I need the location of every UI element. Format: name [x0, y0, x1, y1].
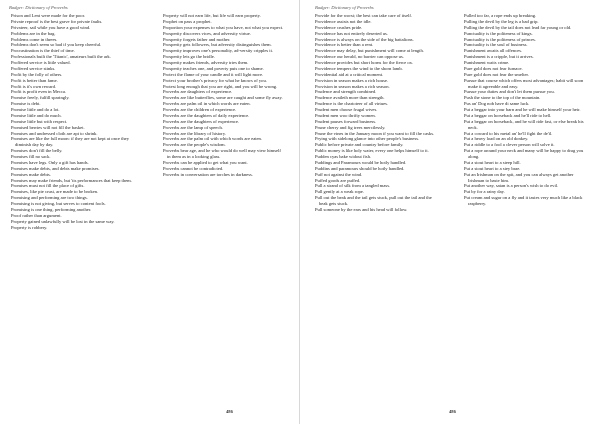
proverb-entry: Proverbs are the daughters of daily experience. [163, 112, 250, 118]
proverb-entry: Put another way, satan is a person's wish to do evil. [464, 183, 559, 189]
running-header-right: Badger: Dictionary of Proverbs [315, 5, 374, 10]
proverb-entry: Prune the vines in the January moon if you want to fill the casks. [315, 130, 435, 136]
proverb-entry: Promises, like pie crust, are made to be broken. [11, 189, 99, 195]
proverb-entry: Prudence and strength combined. [315, 89, 377, 95]
proverb-entry: Put a riddle to a fool a clever person will solve it. [464, 142, 555, 148]
proverb-entry: Promising is not giving, but serves to content fools. [11, 201, 106, 206]
proverb-entry: Put by for a rainy day. [464, 189, 505, 195]
proverb-entry: Put a stout heart to a steep hill. [464, 159, 521, 165]
proverb-entry: Prison and Lent were made for the poor. [11, 13, 85, 18]
proverb-entry: Providence is better than a rent. [315, 42, 374, 48]
proverb-entry: Profit is profit even in Mecca. [11, 89, 67, 95]
proverb-entry: Prying with sidelong glance into other people's business. [315, 136, 420, 142]
proverb-entry: Prosperity makes friends, adversity tries them. [163, 60, 249, 65]
proverb-entry: Puddins and paramours should be hotly handled. [315, 165, 405, 171]
proverb-entry: Proffered service is little valued. [11, 60, 71, 65]
proverb-entry: Pulling the devil by the leg is a bad grip. [464, 18, 539, 24]
proverb-entry: Promise little and do much. [11, 112, 62, 118]
proverb-entry: Property is robbery. [11, 224, 48, 230]
proverb-entry: Provision in season makes a rich house. [315, 77, 389, 83]
proverb-entry: Promise little and do a lot. [11, 107, 60, 112]
proverb-entry: Promises are like the full moon: if they are not kept at once they diminish day by day. [11, 136, 129, 148]
proverb-entry: Profit is better than fame. [11, 77, 58, 83]
proverb-entry: Pulling the devil by the tail does not lead far young or old. [464, 24, 572, 30]
proverb-entry: Punishment is a cripple, but it arrives. [464, 54, 534, 60]
proverb-entry: Providence is always on the side of the big battalions. [315, 36, 414, 42]
proverb-entry: Proverbs can be applied to get what you want. [163, 159, 248, 165]
proverb-entry: Punctuality is the politeness of kings. [464, 30, 533, 36]
proverb-entry: Proportion your expenses to what you have, not what you expect. [163, 24, 284, 30]
proverb-entry: Punctuality is the soul of business. [464, 42, 528, 48]
proverb-entry: Prudence is the charioteer of all virtues. [315, 101, 389, 107]
proverb-entry: Pull someone by the ears and his head will follow. [315, 206, 408, 212]
proverb-entry: Prosperity improves one's personality, ad-versity cripples it. [163, 48, 273, 54]
proverb-entry: Prudent men choose frugal wives. [315, 107, 378, 112]
proverb-entry: Providence tempers the wind to the shorn lamb. [315, 65, 403, 71]
proverb-entry: Pursue your duties and don't let them pursue you. [464, 89, 555, 95]
proverb-entry: Property will not earn life, but life will earn property. [163, 13, 261, 18]
page-number-right: 486 [449, 409, 456, 414]
proverb-entry: Proverbs in conversation are torches in darkness. [163, 171, 253, 177]
proverb-entry: Promises and undressed cloth are apt to shrink. [11, 130, 98, 136]
proverb-entry: Promise freely, fulfill sparingly. [11, 95, 70, 101]
proverb-entry: Pulled too far, a rope ends up breaking. [464, 13, 537, 18]
proverb-entry: Property gained unlawfully will be lost in the same way. [11, 218, 115, 224]
proverb-entry: Provision in season makes a rich season. [315, 83, 390, 89]
proverb-entry: Profit by the folly of others. [11, 71, 63, 77]
proverb-entry: Put cream and sugar on a fly and it tastes very much like a black raspberry. [464, 195, 583, 206]
proverb-entry: Proffered service stinks. [11, 65, 56, 71]
proverb-entry: Provide for the worst; the best can take care of itself. [315, 13, 413, 18]
proverb-entry: Pudden cyas bake widout fish. [315, 154, 372, 159]
proverb-entry: Put a heavy load on an old donkey. [464, 136, 529, 142]
proverb-entry: Put an Irishman on the spit, and you can always get another Irishman to baste him. [464, 171, 574, 183]
proverb-entry: Pursue that course which offers most advantages; habit will soon make it agreeable and easy. [464, 77, 584, 89]
proverb-entry: Proof rather than argument. [11, 212, 62, 218]
proverb-entry: Proverbs are the people's wisdom. [163, 142, 226, 148]
proverb-entry: Problems are in the bag. [11, 30, 56, 36]
proverb-entry: Put a coward to his metal an' he'll fight the de'il. [464, 130, 553, 136]
proverb-entry: Punctuality is the politeness of princes. [464, 36, 536, 42]
proverb-entry: Promises make debts. [11, 171, 51, 177]
proverb-entry: Public before private and country before family. [315, 142, 404, 148]
proverb-entry: Profit is it's own reward. [11, 83, 57, 89]
proverb-entry: Protect the flame of your candle and it will light more. [163, 71, 264, 77]
proverb-entry: Proverbs are the children of experience. [163, 107, 237, 112]
proverb-column-4 [464, 13, 586, 207]
proverb-entry: Prosperity lets go the bridle. [163, 54, 215, 60]
proverb-entry: Proverbs are daughters of experience. [163, 89, 233, 95]
proverb-entry: Pull a strand of silk from a tangled mass. [315, 183, 391, 189]
proverb-entry: Proverbs are the palm oil with which words are eaten. [163, 136, 262, 142]
proverb-entry: Privateer, sail while you have a good wind. [11, 24, 91, 30]
proverb-entry: Providence provides but short horns for the fierce ox. [315, 60, 414, 65]
proverb-entry: Promises make debts, and debts make promises. [11, 165, 100, 171]
proverb-entry: Providence our herald, no barrier can oppose us. [315, 54, 404, 60]
proverb-entry: Put a stout heart to a stey brae. [464, 165, 521, 171]
proverb-entry: Proverbs cannot be contradicted. [163, 165, 224, 171]
proverb-entry: Problems come in threes. [11, 36, 58, 42]
running-header-left: Badger: Dictionary of Proverbs [9, 5, 68, 10]
proverb-entry: Private reproof is the best grave for private faults. [11, 18, 103, 24]
proverb-entry: Pull gently at a weak rope. [315, 189, 364, 195]
proverb-entry: Promise is debt. [11, 101, 41, 107]
proverb-entry: Problems don't seem so bad if you keep cheerful. [11, 42, 102, 48]
proverb-entry: Pure gold does not fear the smelter. [464, 71, 529, 77]
proverb-entry: Puff not against the wind. [315, 171, 363, 177]
proverb-column-1 [11, 13, 133, 230]
proverb-entry: Prudent men woo thrifty women. [315, 112, 376, 118]
proverb-entry: Punishment awaits all offences. [464, 48, 523, 54]
proverb-entry: Put a beggar on horseback and he'll ride to hell. [464, 112, 552, 118]
proverb-entry: Proverbs are the daughters of experience. [163, 118, 240, 124]
proverb-column-3 [315, 13, 437, 213]
proverb-entry: Prosperity gets followers, but adversity distinguishes them. [163, 42, 272, 48]
proverb-entry: Proverbs bear age, and he who would do well may view himself in them as in a looking glass. [163, 148, 281, 159]
proverb-column-2 [163, 13, 285, 178]
proverb-entry: Promising is one thing, performing another. [11, 206, 92, 212]
proverb-entry: Punishment waits crime. [464, 60, 510, 65]
proverb-entry: Put a beggar on horseback, and he will ride fast, or else break his neck. [464, 118, 584, 130]
proverb-entry: Protest long enough that you are right, and you will be wrong. [163, 83, 278, 89]
proverb-entry: Promising and performing are two things. [11, 195, 88, 201]
proverb-entry: Prosperity discovers vices, and adversity virtue. [163, 30, 251, 36]
proverb-entry: Proverbs are the lamp of speech. [163, 124, 223, 130]
proverb-entry: Puffed goods are puffed. [315, 177, 361, 183]
proverb-entry: Promises have legs. Only a gift has hands. [11, 159, 89, 165]
proverb-entry: Public money is like holy water, every one helps himself to it. [315, 148, 429, 154]
proverb-entry: Providence has not entirely deserted us. [315, 30, 388, 36]
proverb-entry: Proverbs are the library of history. [163, 130, 226, 136]
proverb-entry: Providence crushes pride. [315, 24, 363, 30]
page-number-left: 486 [226, 409, 233, 414]
proverb-entry: Puddings and Paramours would be hotly handled. [315, 159, 407, 165]
proverb-entry: Prophet on pass a prophet. [163, 18, 212, 24]
proverb-entry: Put a beggar into your barn and he will make himself your heir. [464, 107, 581, 112]
proverb-entry: Promise little but with respect. [11, 118, 68, 124]
proverb-entry: Push the stone to the top of the mountain. [464, 95, 541, 101]
proverb-entry: Promises may make friends, but 'tis performances that keep them. [11, 177, 132, 183]
proverb-entry: Prosperity teaches one, and poverty puts one to shame. [163, 65, 264, 71]
proverb-entry: Promises don't fill the belly. [11, 148, 63, 154]
proverb-entry: Promises must not fill the place of gifts. [11, 183, 85, 189]
proverb-entry: Providential aid at a critical moment. [315, 71, 384, 77]
proverb-entry: Pure gold does not fear furnace. [464, 65, 523, 71]
proverb-entry: Prudent pauses forward business. [315, 118, 377, 124]
proverb-entry: Procrastination is the thief of time. [11, 48, 75, 54]
right-page [300, 0, 600, 424]
proverb-entry: Prune cherry and fig trees mercilessly. [315, 124, 386, 130]
proverb-entry: Promised berries will not fill the basket. [11, 124, 85, 130]
proverb-entry: Proverbs are palm oil in which words are eaten. [163, 101, 251, 107]
proverb-entry: Prosperity forgets father and mother. [163, 36, 231, 42]
proverb-entry: Providence may delay, but punishment will come at length. [315, 48, 424, 54]
proverb-entry: Pull out the beak and the tail gets stuck, pull out the tail and the beak gets stuck. [315, 195, 432, 206]
proverb-entry: Proverbs are like butterflies, some are caught and some fly away. [163, 95, 283, 101]
proverb-entry: Prudence availeth more than strength. [315, 95, 385, 101]
proverb-entry: Put a rope around your neck and many will be happy to drag you along. [464, 148, 584, 159]
proverb-entry: Protect your brother's privacy for what he knows of you. [163, 77, 267, 83]
proverb-entry: Providence assists not the idle. [315, 18, 372, 24]
proverb-entry: Professionals built the 'Titanic', amateurs built the ark. [11, 54, 111, 60]
proverb-entry: Promises fill no sack. [11, 154, 51, 159]
proverb-entry: Pus an' Dog nob have di same luck. [464, 101, 530, 107]
